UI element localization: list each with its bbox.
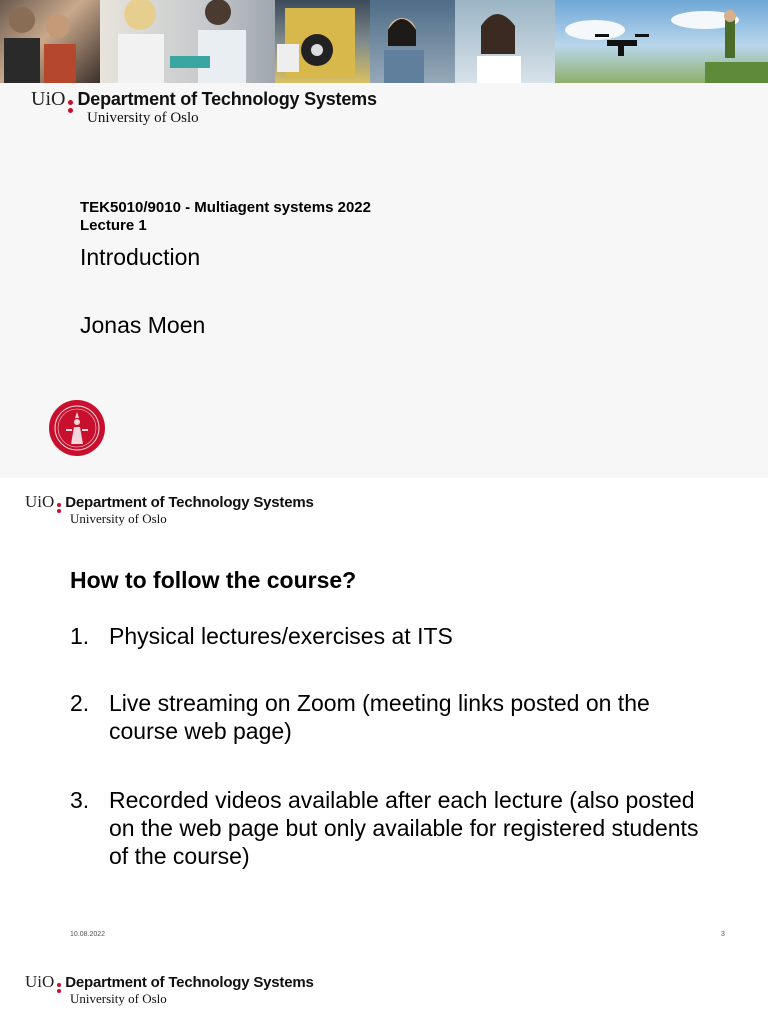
content-slide (0, 478, 768, 952)
uio-logo (25, 492, 314, 514)
banner-photo-students (0, 0, 100, 83)
banner-photo-drone (555, 0, 768, 83)
banner-photo-equipment (275, 0, 370, 83)
banner-photo-lab (100, 0, 275, 83)
uio-dots-icon (57, 502, 61, 514)
course-title: TEK5010/9010 - Multiagent systems 2022 (80, 199, 371, 216)
footer-date: 10.08.2022 (70, 931, 106, 938)
uio-wordmark: UiO (25, 492, 55, 511)
list-item-number: 1. (70, 623, 90, 649)
page-number: 3 (721, 931, 725, 938)
title-slide (0, 0, 768, 478)
uio-logo (31, 88, 377, 114)
list-item-text: Physical lectures/exercises at ITS (109, 623, 453, 649)
banner-photo-researcher (370, 0, 455, 83)
course-info (80, 199, 371, 235)
lecture-number: Lecture 1 (80, 217, 147, 234)
list-item (70, 689, 710, 745)
list-item-text: Recorded videos available after each lecture (also posted on the web page but only available for registered students of the course) (109, 787, 699, 869)
list-item-number: 3. (70, 787, 90, 813)
university-name: University of Oslo (70, 511, 167, 526)
department-name: Department of Technology Systems (77, 89, 377, 109)
university-name: University of Oslo (87, 110, 199, 126)
list-item (70, 622, 730, 650)
uio-dots-icon (57, 982, 61, 994)
list-item-text: Live streaming on Zoom (meeting links posted on the course web page) (109, 690, 650, 744)
uio-logo (25, 972, 314, 994)
banner-photo-scientist (455, 0, 555, 83)
author-name: Jonas Moen (80, 312, 206, 338)
department-name: Department of Technology Systems (65, 974, 314, 991)
uio-dots-icon (68, 100, 73, 114)
university-name: University of Oslo (70, 991, 167, 1006)
university-seal-icon (48, 399, 106, 457)
next-slide-header (0, 952, 768, 1024)
photo-banner (0, 0, 768, 83)
list-item (70, 786, 720, 870)
list-item-number: 2. (70, 690, 90, 716)
slide-heading: How to follow the course? (70, 567, 357, 593)
lecture-title: Introduction (80, 244, 201, 270)
uio-wordmark: UiO (25, 972, 55, 991)
department-name: Department of Technology Systems (65, 494, 314, 511)
uio-wordmark: UiO (31, 88, 66, 110)
